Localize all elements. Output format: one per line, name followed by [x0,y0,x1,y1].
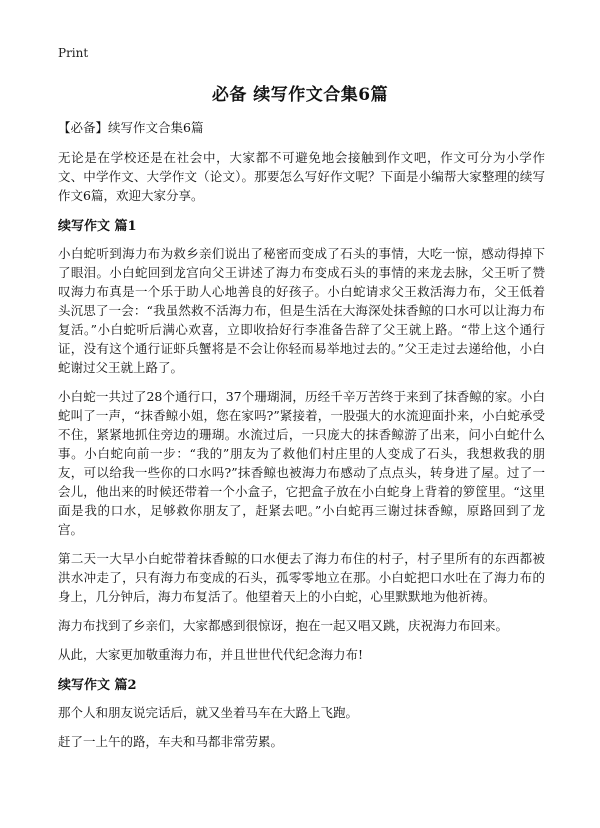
page-title: 必备 续写作文合集6篇 [211,85,389,105]
section-2-paragraph: 那个人和朋友说完话后，就又坐着马车在大路上飞跑。 [58,705,359,720]
intro-paragraph: 无论是在学校还是在社会中，大家都不可避免地会接触到作文吧，作文可分为小学作文、中学作文、大学作文（论文）。那要怎么写好作文呢？下面是小编帮大家整理的续写作文6篇，欢迎大家分享。 [58,150,545,203]
section-1-paragraph: 小白蛇一共过了28个通行口，37个珊瑚洞，历经千辛万苦终于来到了抹香鲸的家。小白蛇叫了一声，“抹香鲸小姐，您在家吗?”紧接着，一股强大的水流迎面扑来，小白蛇承受不住，紧紧地抓住旁边的珊瑚。水流过后，一只庞大的抹香鲸游了出来，问小白蛇什么事。小白蛇向前一步：“我的”朋友为了救他们村庄里的人变成了石头，我想救我的朋友，可以给我一些你的口水吗?”抹香鲸也被海力布感动了点点头，转身进了屋。过了一会儿，他出来的时候还带着一个小盒子，它把盒子放在小白蛇身上背着的箩筐里。“这里面是我的口水，足够救你朋友了，赶紧去吧。”小白蛇再三谢过抹香鲸，原路回到了龙宫。 [58,389,545,537]
section-1-paragraph: 海力布找到了乡亲们，大家都感到很惊讶，抱在一起又唱又跳，庆祝海力布回来。 [58,618,509,633]
section-heading-1: 续写作文 篇1 [58,219,137,234]
section-1-paragraph: 小白蛇听到海力布为救乡亲们说出了秘密而变成了石头的事情，大吃一惊，感动得掉下了眼泪。小白蛇回到龙宫向父王讲述了海力布变成石头的事情的来龙去脉，父王听了赞叹海力布真是一个乐于助人心地善良的好孩子。小白蛇请求父王救活海力布，父王低着头沉思了一会：“我虽然救不活海力布，但是生活在大海深处抹香鲸的口水可以让海力布复活。”小白蛇听后满心欢喜，立即收拾好行李准备告辞了父王就上路。“带上这个通行证，没有这个通行证虾兵蟹将是不会让你轻而易举地过去的。”父王走过去递给他，小白蛇谢过父王就上路了。 [58,246,545,375]
section-2-paragraph: 赶了一上午的路，车夫和马都非常劳累。 [58,734,284,749]
section-1-paragraph: 第二天一大早小白蛇带着抹香鲸的口水便去了海力布住的村子，村子里所有的东西都被洪水冲走了，只有海力布变成的石头，孤零零地立在那。小白蛇把口水吐在了海力布的身上，几分钟后，海力布复活了。他望着天上的小白蛇，心里默默地为他祈祷。 [58,551,545,604]
article-body [58,118,545,761]
print-link[interactable]: Print [58,46,89,60]
section-heading-2: 续写作文 篇2 [58,678,137,693]
section-1-paragraph: 从此，大家更加敬重海力布，并且世世代代纪念海力布! [58,647,364,662]
doc-meta-line: 【必备】续写作文合集6篇 [58,120,204,135]
